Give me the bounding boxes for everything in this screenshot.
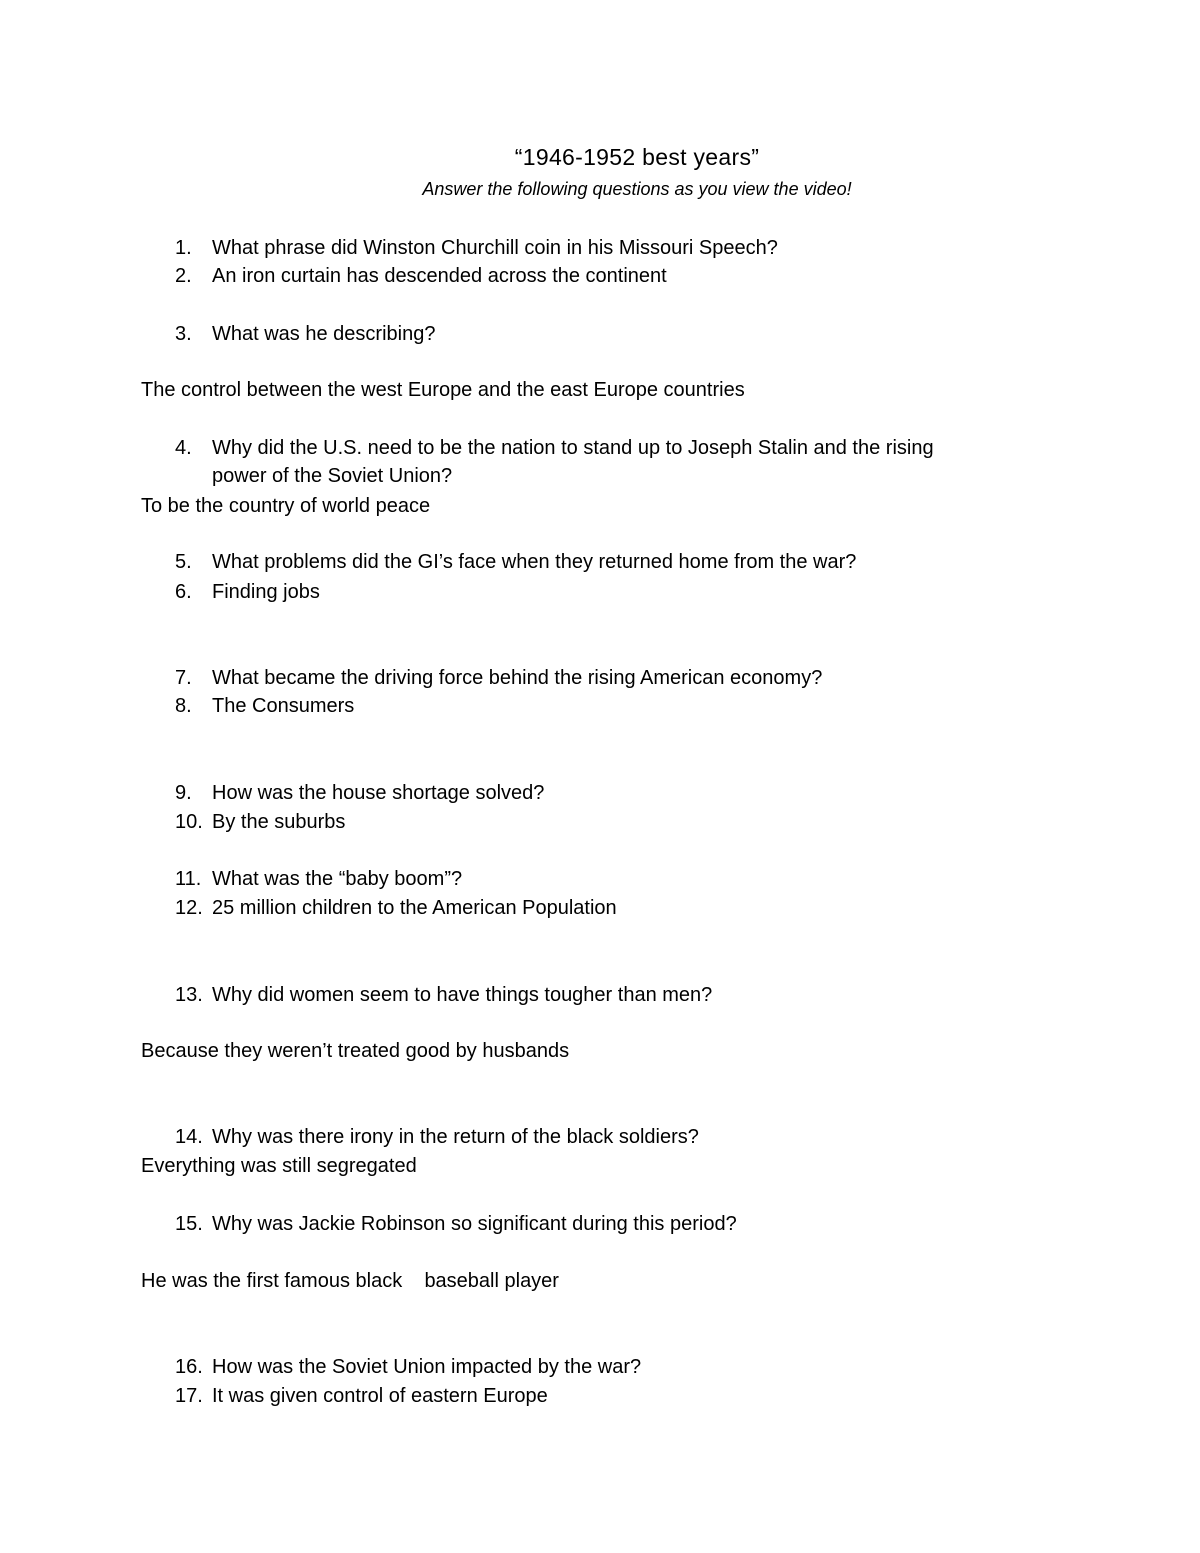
item-number: 9. bbox=[175, 782, 192, 804]
item-text: Why did the U.S. need to be the nation to stand up to Joseph Stalin and the rising bbox=[212, 437, 934, 459]
item-text: power of the Soviet Union? bbox=[212, 465, 453, 487]
answer-text: Everything was still segregated bbox=[141, 1155, 417, 1177]
item-number: 3. bbox=[175, 323, 192, 345]
item-text: Why was there irony in the return of the black soldiers? bbox=[212, 1126, 699, 1148]
item-number: 13. bbox=[175, 984, 203, 1006]
item-number: 17. bbox=[175, 1385, 203, 1407]
item-text: By the suburbs bbox=[212, 811, 346, 833]
item-number: 8. bbox=[175, 695, 192, 717]
item-text: What became the driving force behind the rising American economy? bbox=[212, 667, 823, 689]
answer-text: To be the country of world peace bbox=[141, 495, 431, 517]
item-number: 7. bbox=[175, 667, 192, 689]
page-subtitle: Answer the following questions as you view the video! bbox=[422, 179, 852, 199]
item-number: 11. bbox=[175, 868, 202, 890]
item-number: 16. bbox=[175, 1356, 203, 1378]
item-number: 15. bbox=[175, 1213, 203, 1235]
item-number: 5. bbox=[175, 551, 192, 573]
item-number: 2. bbox=[175, 265, 192, 287]
item-text: How was the house shortage solved? bbox=[212, 782, 545, 804]
item-text: What was he describing? bbox=[212, 323, 436, 345]
item-text: Why was Jackie Robinson so significant during this period? bbox=[212, 1213, 737, 1235]
item-text: The Consumers bbox=[212, 695, 355, 717]
answer-text: He was the first famous black baseball player bbox=[141, 1270, 559, 1292]
item-number: 4. bbox=[175, 437, 192, 459]
item-text: What was the “baby boom”? bbox=[212, 868, 463, 890]
item-text: It was given control of eastern Europe bbox=[212, 1385, 548, 1407]
answer-text: The control between the west Europe and the east Europe countries bbox=[141, 379, 745, 401]
item-text: An iron curtain has descended across the continent bbox=[212, 265, 667, 287]
item-text: What problems did the GI’s face when they returned home from the war? bbox=[212, 551, 857, 573]
item-number: 6. bbox=[175, 581, 192, 603]
item-text: How was the Soviet Union impacted by the war? bbox=[212, 1356, 642, 1378]
item-text: What phrase did Winston Churchill coin in his Missouri Speech? bbox=[212, 237, 778, 259]
item-text: Why did women seem to have things tougher than men? bbox=[212, 984, 713, 1006]
item-text: 25 million children to the American Population bbox=[212, 897, 617, 919]
item-number: 10. bbox=[175, 811, 203, 833]
page-title: “1946-1952 best years” bbox=[514, 144, 760, 170]
item-text: Finding jobs bbox=[212, 581, 320, 603]
item-number: 12. bbox=[175, 897, 203, 919]
item-number: 14. bbox=[175, 1126, 203, 1148]
answer-text: Because they weren’t treated good by husbands bbox=[141, 1040, 570, 1062]
item-number: 1. bbox=[175, 237, 192, 259]
